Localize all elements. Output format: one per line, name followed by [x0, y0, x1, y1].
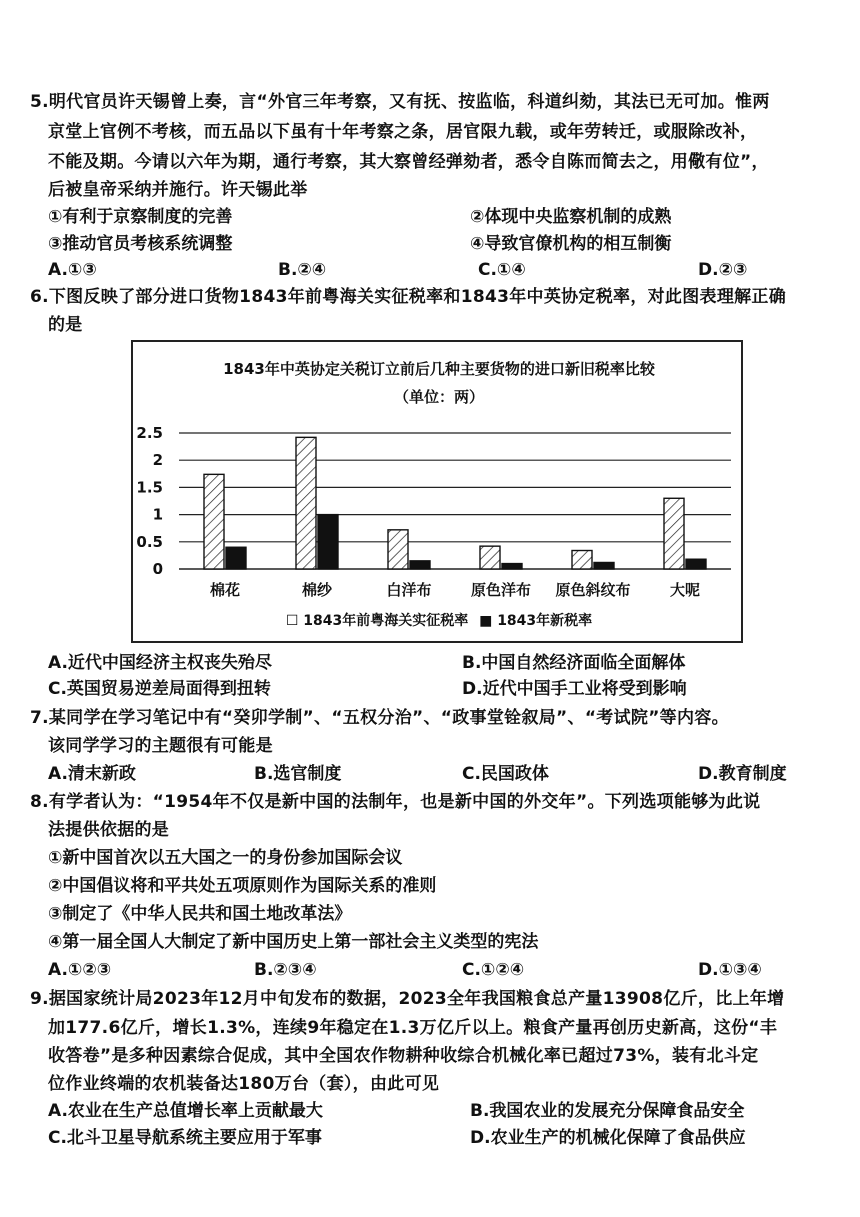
q7-option-b[interactable]: B.选官制度	[254, 764, 342, 784]
chart-y-axis	[136, 424, 163, 578]
q5-line-1: 5.明代官员许天锡曾上奏，言“外官三年考察，又有抚、按监临，科道纠劾，其法已无可加。惟两	[30, 92, 770, 112]
bar-new-rate	[686, 559, 706, 569]
q8-option-c[interactable]: C.①②④	[462, 960, 525, 980]
y-tick-label: 0.5	[136, 532, 163, 551]
q8-option-b[interactable]: B.②③④	[254, 960, 317, 980]
x-tick-label: 白洋布	[386, 581, 432, 599]
q7-option-a[interactable]: A.清末新政	[48, 764, 136, 784]
q5-line-2: 京堂上官例不考核，而五品以下虽有十年考察之条，居官限九载，或年劳转迁，或服除改补，	[48, 122, 758, 142]
bar-old-rate	[204, 474, 224, 569]
bar-new-rate	[318, 515, 338, 569]
bar-old-rate	[480, 546, 500, 569]
q9-line-4: 位作业终端的农机装备达180万台（套），由此可见	[48, 1074, 440, 1094]
q8-line-1: 8.有学者认为：“1954年不仅是新中国的法制年，也是新中国的外交年”。下列选项能够为此说	[30, 792, 761, 812]
y-tick-label: 2	[152, 451, 163, 470]
x-tick-label: 棉花	[209, 581, 241, 599]
y-tick-label: 1.5	[136, 478, 163, 497]
legend-entry-new-rate: ■ 1843年新税率	[479, 613, 593, 629]
y-tick-label: 2.5	[136, 424, 163, 442]
y-tick-label: 1	[152, 505, 163, 524]
q6-option-b[interactable]: B.中国自然经济面临全面解体	[462, 653, 686, 673]
q5-item-1: ①有利于京察制度的完善	[48, 207, 233, 227]
q8-line-2: 法提供依据的是	[48, 820, 170, 840]
q8-item-3: ③制定了《中华人民共和国土地改革法》	[48, 904, 352, 924]
q9-option-b[interactable]: B.我国农业的发展充分保障食品安全	[470, 1101, 745, 1121]
q8-option-d[interactable]: D.①③④	[698, 960, 762, 980]
chart-legend	[286, 612, 592, 629]
bar-old-rate	[664, 498, 684, 569]
q6-option-c[interactable]: C.英国贸易逆差局面得到扭转	[48, 679, 271, 699]
chart-title: 1843年中英协定关税订立前后几种主要货物的进口新旧税率比较	[223, 360, 655, 378]
bar-new-rate	[226, 547, 246, 569]
q5-item-2: ②体现中央监察机制的成熟	[470, 207, 672, 227]
q6-option-a[interactable]: A.近代中国经济主权丧失殆尽	[48, 653, 272, 673]
q7-line-1: 7.某同学在学习笔记中有“癸卯学制”、“五权分治”、“政事堂铨叙局”、“考试院”等内容。	[30, 708, 729, 728]
q5-option-c[interactable]: C.①④	[478, 260, 526, 280]
chart-legend-text	[286, 612, 592, 629]
tariff-chart	[131, 340, 743, 643]
q9-line-2: 加177.6亿斤，增长1.3%，连续9年稳定在1.3万亿斤以上。粮食产量再创历史新高，这份“丰	[48, 1018, 778, 1038]
q5-line-3: 不能及期。今请以六年为期，通行考察，其大察曾经弹劾者，悉令自陈而简去之，用儆有位”，	[48, 152, 769, 172]
q7-option-d[interactable]: D.教育制度	[698, 764, 787, 784]
q5-option-a[interactable]: A.①③	[48, 260, 97, 280]
x-tick-label: 原色斜纹布	[555, 581, 631, 599]
bar-old-rate	[572, 551, 592, 569]
legend-entry-old-rate: ☐ 1843年前粤海关实征税率	[285, 613, 469, 629]
x-tick-label: 原色洋布	[470, 581, 532, 599]
q8-item-4: ④第一届全国人大制定了新中国历史上第一部社会主义类型的宪法	[48, 932, 539, 952]
q9-line-3: 收答卷”是多种因素综合促成，其中全国农作物耕种收综合机械化率已超过73%，装有北斗定	[48, 1046, 759, 1066]
q5-option-b[interactable]: B.②④	[278, 260, 327, 280]
q6-option-d[interactable]: D.近代中国手工业将受到影响	[462, 679, 687, 699]
chart-grid	[179, 433, 731, 569]
tariff-chart-svg	[133, 342, 741, 641]
q5-item-4: ④导致官僚机构的相互制衡	[470, 234, 672, 254]
q8-item-1: ①新中国首次以五大国之一的身份参加国际会议	[48, 848, 403, 868]
q9-line-1: 9.据国家统计局2023年12月中旬发布的数据，2023全年我国粮食总产量13908亿斤，比上年增	[30, 989, 785, 1009]
bar-old-rate	[296, 437, 316, 569]
bar-old-rate	[388, 530, 408, 569]
chart-subtitle: （单位：两）	[393, 388, 485, 406]
q5-option-d[interactable]: D.②③	[698, 260, 748, 280]
q5-line-4: 后被皇帝采纳并施行。许天锡此举	[48, 180, 308, 200]
q8-item-2: ②中国倡议将和平共处五项原则作为国际关系的准则	[48, 876, 437, 896]
chart-x-axis	[210, 581, 700, 599]
bar-new-rate	[594, 562, 614, 569]
q9-option-c[interactable]: C.北斗卫星导航系统主要应用于军事	[48, 1128, 322, 1148]
x-tick-label: 大呢	[669, 581, 701, 599]
q5-item-3: ③推动官员考核系统调整	[48, 234, 233, 254]
q8-option-a[interactable]: A.①②③	[48, 960, 112, 980]
y-tick-label: 0	[152, 560, 163, 578]
bar-new-rate	[410, 561, 430, 569]
x-tick-label: 棉纱	[301, 581, 333, 599]
q6-line-1: 6.下图反映了部分进口货物1843年前粤海关实征税率和1843年中英协定税率，对此图表理解正确	[30, 287, 787, 307]
q9-option-a[interactable]: A.农业在生产总值增长率上贡献最大	[48, 1101, 323, 1121]
chart-bars	[204, 437, 706, 569]
q6-line-2: 的是	[48, 315, 83, 335]
bar-new-rate	[502, 564, 522, 569]
q7-option-c[interactable]: C.民国政体	[462, 764, 549, 784]
q7-line-2: 该同学学习的主题很有可能是	[48, 736, 273, 756]
q9-option-d[interactable]: D.农业生产的机械化保障了食品供应	[470, 1128, 746, 1148]
